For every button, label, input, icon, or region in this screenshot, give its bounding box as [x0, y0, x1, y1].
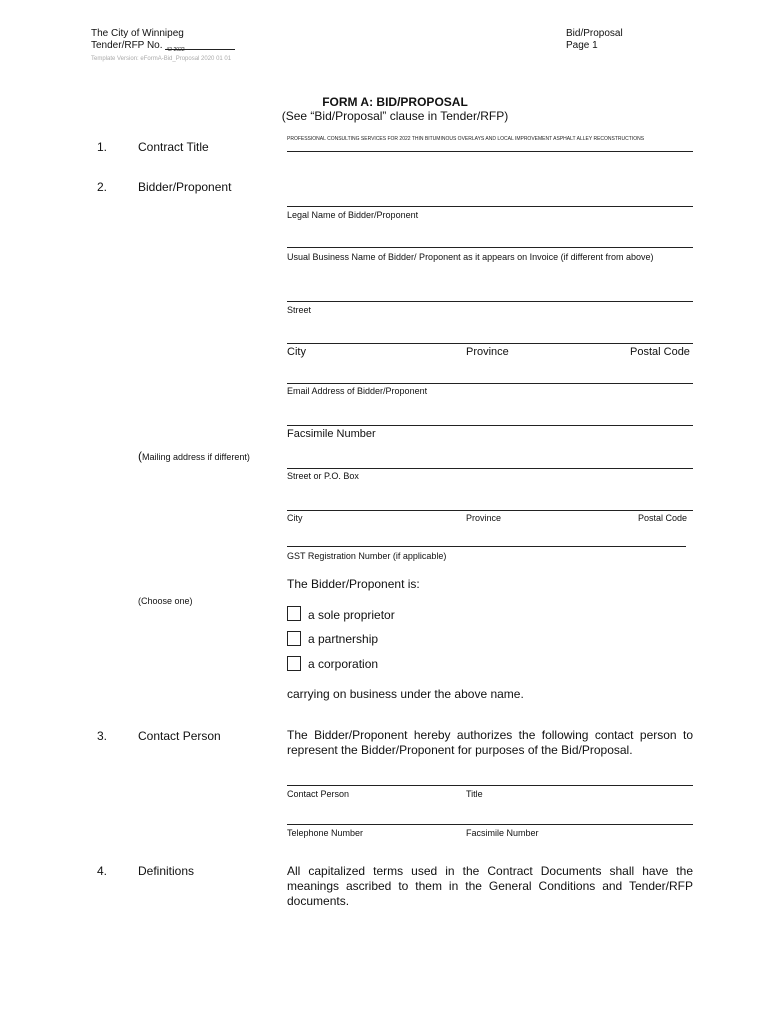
header-doc-type: Bid/Proposal [566, 28, 623, 39]
corporation-label: a corporation [308, 657, 379, 671]
mailing-address-note [138, 447, 250, 465]
usual-name-caption: Usual Business Name of Bidder/ Proponent as it appears on Invoice (if different from above) [287, 252, 654, 262]
form-title: FORM A: BID/PROPOSAL [322, 95, 468, 109]
tender-prefix: Tender/RFP No. [91, 40, 163, 51]
section-2-number: 2. [97, 180, 108, 194]
fax-field[interactable] [287, 425, 693, 426]
legal-name-caption: Legal Name of Bidder/Proponent [287, 210, 419, 220]
header-tender [91, 40, 235, 52]
province-caption: Province [466, 346, 509, 358]
sole-proprietor-label: a sole proprietor [308, 608, 395, 622]
sole-proprietor-checkbox[interactable] [287, 606, 301, 621]
choose-one-note: (Choose one) [138, 596, 193, 606]
province2-caption: Province [466, 513, 502, 523]
email-field[interactable] [287, 383, 693, 384]
section-2-label: Bidder/Proponent [138, 180, 232, 194]
mailing-city-field[interactable] [287, 510, 693, 511]
gst-field[interactable] [287, 546, 686, 547]
section-1-number: 1. [97, 140, 108, 154]
usual-name-field[interactable] [287, 247, 693, 248]
mailing-note-text: Mailing address if different) [142, 452, 250, 462]
postal-code-caption: Postal Code [630, 346, 690, 358]
email-caption: Email Address of Bidder/Proponent [287, 386, 428, 396]
tender-number-field[interactable] [165, 47, 235, 53]
fax-caption: Facsimile Number [287, 428, 376, 440]
section-4-number: 4. [97, 864, 108, 878]
contact-authorization-text: The Bidder/Proponent hereby authorizes the following contact person to represent the Bidder/Proponent for purposes of the Bid/Proposal. [287, 728, 693, 757]
city2-caption: City [287, 513, 303, 523]
contract-title-value: PROFESSIONAL CONSULTING SERVICES FOR 2022 THIN BITUMINOUS OVERLAYS AND LOCAL IMPROVEMENT ASPHALT ALLEY RECONSTRUCTIONS [287, 136, 645, 142]
contact-person-caption: Contact Person [287, 789, 350, 799]
contact-fax-caption: Facsimile Number [466, 828, 539, 838]
street-po-field[interactable] [287, 468, 693, 469]
section-4-label: Definitions [138, 864, 195, 878]
carrying-on-text: carrying on business under the above name. [287, 687, 524, 701]
legal-name-field[interactable] [287, 206, 693, 207]
telephone-fax-field[interactable] [287, 824, 693, 825]
contract-title-line[interactable] [287, 151, 693, 152]
mailing-note-paren: ( [138, 449, 142, 463]
section-1-label: Contract Title [138, 140, 209, 154]
telephone-caption: Telephone Number [287, 828, 364, 838]
partnership-checkbox[interactable] [287, 631, 301, 646]
header-page: Page 1 [566, 40, 598, 51]
partnership-label: a partnership [308, 632, 379, 646]
city-province-postal-field[interactable] [287, 343, 693, 344]
corporation-checkbox[interactable] [287, 656, 301, 671]
street-po-caption: Street or P.O. Box [287, 471, 359, 481]
header-city: The City of Winnipeg [91, 28, 184, 39]
bidder-type-intro: The Bidder/Proponent is: [287, 577, 420, 591]
definitions-text: All capitalized terms used in the Contract Documents shall have the meanings ascribed to them in the General Conditions and Tender/RFP documents. [287, 864, 693, 908]
gst-caption: GST Registration Number (if applicable) [287, 551, 447, 561]
template-version: Template Version: eFormA-Bid_Proposal 2020 01 01 [91, 56, 232, 62]
tender-number: 42-2022 [166, 47, 185, 53]
contact-title-caption: Title [466, 789, 483, 799]
postal-code2-caption: Postal Code [638, 513, 688, 523]
street-field[interactable] [287, 301, 693, 302]
contact-person-field[interactable] [287, 785, 693, 786]
street-caption: Street [287, 305, 312, 315]
form-subtitle: (See “Bid/Proposal” clause in Tender/RFP) [281, 109, 509, 123]
section-3-number: 3. [97, 729, 108, 743]
city-caption: City [287, 346, 306, 358]
section-3-label: Contact Person [138, 729, 221, 743]
